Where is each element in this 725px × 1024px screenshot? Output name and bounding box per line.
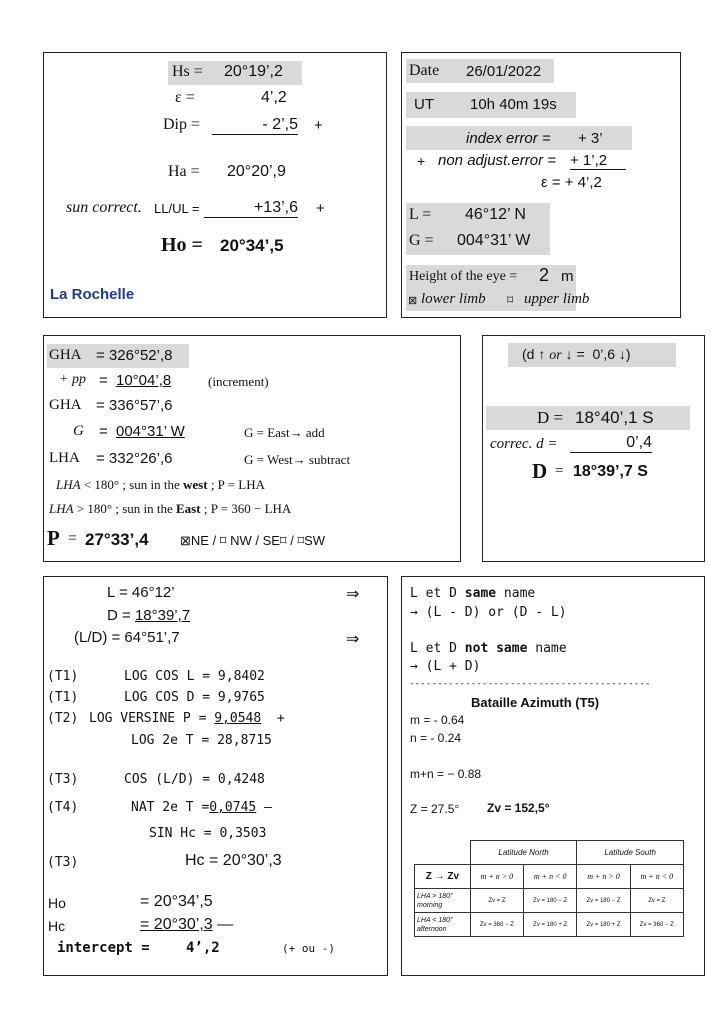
intercept-note: (+ ou -) [282,942,335,955]
table-cell: Zv = 180 − Z [524,889,577,913]
table-cell: Zv = Z [470,889,523,913]
eye-height-value: 2 [539,265,550,285]
m-value: m = - 0.64 [410,713,465,727]
intercept-value: 4’,2 [186,940,220,956]
latitude-north-header: Latitude North [470,841,577,865]
cond-cell: m + n < 0 [630,865,683,889]
latitude-value: 46°12’ N [465,206,526,223]
n-value: n = - 0.24 [410,731,462,745]
p-quadrant-options: ⊠NE / ⌑ NW / SE⌑ / ⌑SW [180,533,326,548]
g-label: G [73,423,84,439]
cos-ld: COS (L/D) = 0,4248 [124,772,265,787]
nat-2e-t: NAT 2e T =0,0745 — [131,800,272,815]
checkbox-unchecked-icon: ⌑ [507,293,514,307]
ha-label: Ha = [168,163,200,180]
west-rule: G = West→ subtract [244,452,351,467]
table-corner: Z → Zv [415,865,471,889]
table-cell: Zv = 180 − Z [577,889,630,913]
table-cell: Zv = 180 + Z [524,913,577,937]
gha-value: = 326°52’,8 [96,347,173,364]
lha-value: = 332°26’,6 [96,450,173,467]
azimuth-title: Bataille Azimuth (T5) [471,695,600,710]
lha-label: LHA [49,450,80,466]
plus-sign: + [417,153,426,169]
p-label: P [47,526,60,550]
checkbox-checked-icon: ⊠ [408,295,418,307]
d-final-label: D [532,459,548,483]
date-value: 26/01/2022 [466,63,542,80]
d-final-value: 18°39’,7 S [573,463,648,480]
d-final-equals: = [555,463,564,479]
arrow-icon: ⇒ [346,631,360,648]
not-same-name-formula: → (L + D) [410,659,481,674]
upper-limb-label: upper limb [524,291,590,307]
longitude-value: 004°31’ W [457,232,531,249]
dashed-separator: ------------------------------------------- [409,679,651,689]
table-cell: Zv = Z [630,889,683,913]
dip-label: Dip = [163,116,201,133]
same-name-formula: → (L - D) or (D - L) [410,605,567,620]
table-cell: Zv = 360 − Z [630,913,683,937]
t3-tag: (T3) [47,855,79,870]
table-cell: Zv = 180 + Z [577,913,630,937]
azimuth-table [414,840,684,937]
log-cos-d: LOG COS D = 9,9765 [124,690,265,705]
cond-cell: m + n > 0 [577,865,630,889]
ho-label: Ho [48,895,66,911]
not-same-name-rule: L et D not same name [410,641,567,656]
dip-value: - 2’,5 [212,116,298,135]
east-rule: G = East→ add [244,425,325,440]
sin-hc: SIN Hc = 0,3503 [149,826,267,841]
intercept-label: intercept = [57,940,150,956]
t2-tag: (T2) [47,711,79,726]
t1-tag: (T1) [47,690,79,705]
hour-angle-panel [43,335,461,562]
g-value: 004°31’ W [116,423,185,440]
p-equals: = [68,530,78,547]
lower-limb-label: lower limb [421,291,486,307]
cond-cell: m + n < 0 [524,865,577,889]
place-name: La Rochelle [50,286,135,303]
cond-cell: m + n > 0 [470,865,523,889]
gha-label: GHA [49,347,82,363]
gha-sum-label: GHA [49,397,82,413]
rule-west: LHA < 180° ; sun in the west ; P = LHA [56,477,265,492]
pp-note: (increment) [208,374,269,389]
eps-value: 4’,2 [261,89,287,106]
eps-label: ε = [175,89,195,106]
ut-value: 10h 40m 19s [470,96,557,113]
index-error-value: + 3’ [578,130,603,147]
plus-sign: + [314,117,323,134]
gha-sum-value: = 336°57’,6 [96,397,173,414]
ho-label: Ho = [161,234,203,256]
log-versine-p: LOG VERSINE P = 9,0548 + [89,711,285,726]
sextant-correction-panel [43,52,387,318]
latitude-south-header: Latitude South [577,841,684,865]
d-label: D = [537,408,564,427]
table-cell: Zv = 360 − Z [470,913,523,937]
sun-correct-mid: LL/UL = [154,201,200,216]
t3-tag: (T3) [47,772,79,787]
eye-height-unit: m [561,268,574,285]
t4-tag: (T4) [47,800,79,815]
correction-value: 0’,4 [570,434,652,453]
rule-east: LHA > 180° ; sun in the East ; P = 360 − LHA [49,501,292,516]
log-cos-l: LOG COS L = 9,8402 [124,669,265,684]
same-name-rule: L et D same name [410,586,536,601]
plus-sign: + [316,200,325,217]
epsilon-total: ε = + 4’,2 [541,174,602,191]
d-line: D = 18°39’,7 [107,607,191,624]
ha-value: 20°20’,9 [227,163,286,180]
date-label: Date [409,62,440,79]
d-value: 18°40’,1 S [575,408,654,427]
row-label-morning: LHA > 180° morning [415,889,471,913]
ut-label: UT [414,96,434,113]
mn-value: m+n = − 0.88 [410,767,482,781]
non-adjust-error-value: + 1’,2 [570,152,626,170]
hc-result: Hc = 20°30’,3 [185,852,282,869]
hs-label: Hs = [172,63,203,80]
l-line: L = 46°12’ [107,584,175,601]
ho-value: = 20°34’,5 [140,893,213,910]
pp-label: + pp [59,372,86,387]
non-adjust-error-label: non adjust.error = [438,152,556,169]
ld-line: (L/D) = 64°51’,7 [74,629,180,646]
t1-tag: (T1) [47,669,79,684]
correction-label: correc. d = [490,436,558,452]
g-equals: = [99,423,108,440]
hc-value: = 20°30’,3 — [140,916,234,933]
pp-equals: = [99,372,108,389]
index-error-label: index error = [466,130,551,147]
zv-value: Zv = 152,5° [487,801,550,815]
z-value: Z = 27.5° [410,802,460,816]
ho-value: 20°34’,5 [220,236,284,255]
hc-label: Hc [48,918,66,934]
pp-value: 10°04’,8 [116,372,172,389]
row-label-afternoon: LHA < 180° afternoon [415,913,471,937]
arrow-icon: ⇒ [346,586,360,603]
latitude-label: L = [409,206,432,223]
hs-value: 20°19’,2 [224,63,283,80]
eye-height-label: Height of the eye = [409,269,518,284]
d-variation: (d ↑ or ↓ = 0’,6 ↓) [522,346,631,363]
sun-correct-value: +13’,6 [204,199,298,218]
longitude-label: G = [409,232,434,249]
p-value: 27°33’,4 [85,530,149,549]
sun-correct-label: sun correct. [66,199,142,216]
log-2e-t: LOG 2e T = 28,8715 [131,733,272,748]
